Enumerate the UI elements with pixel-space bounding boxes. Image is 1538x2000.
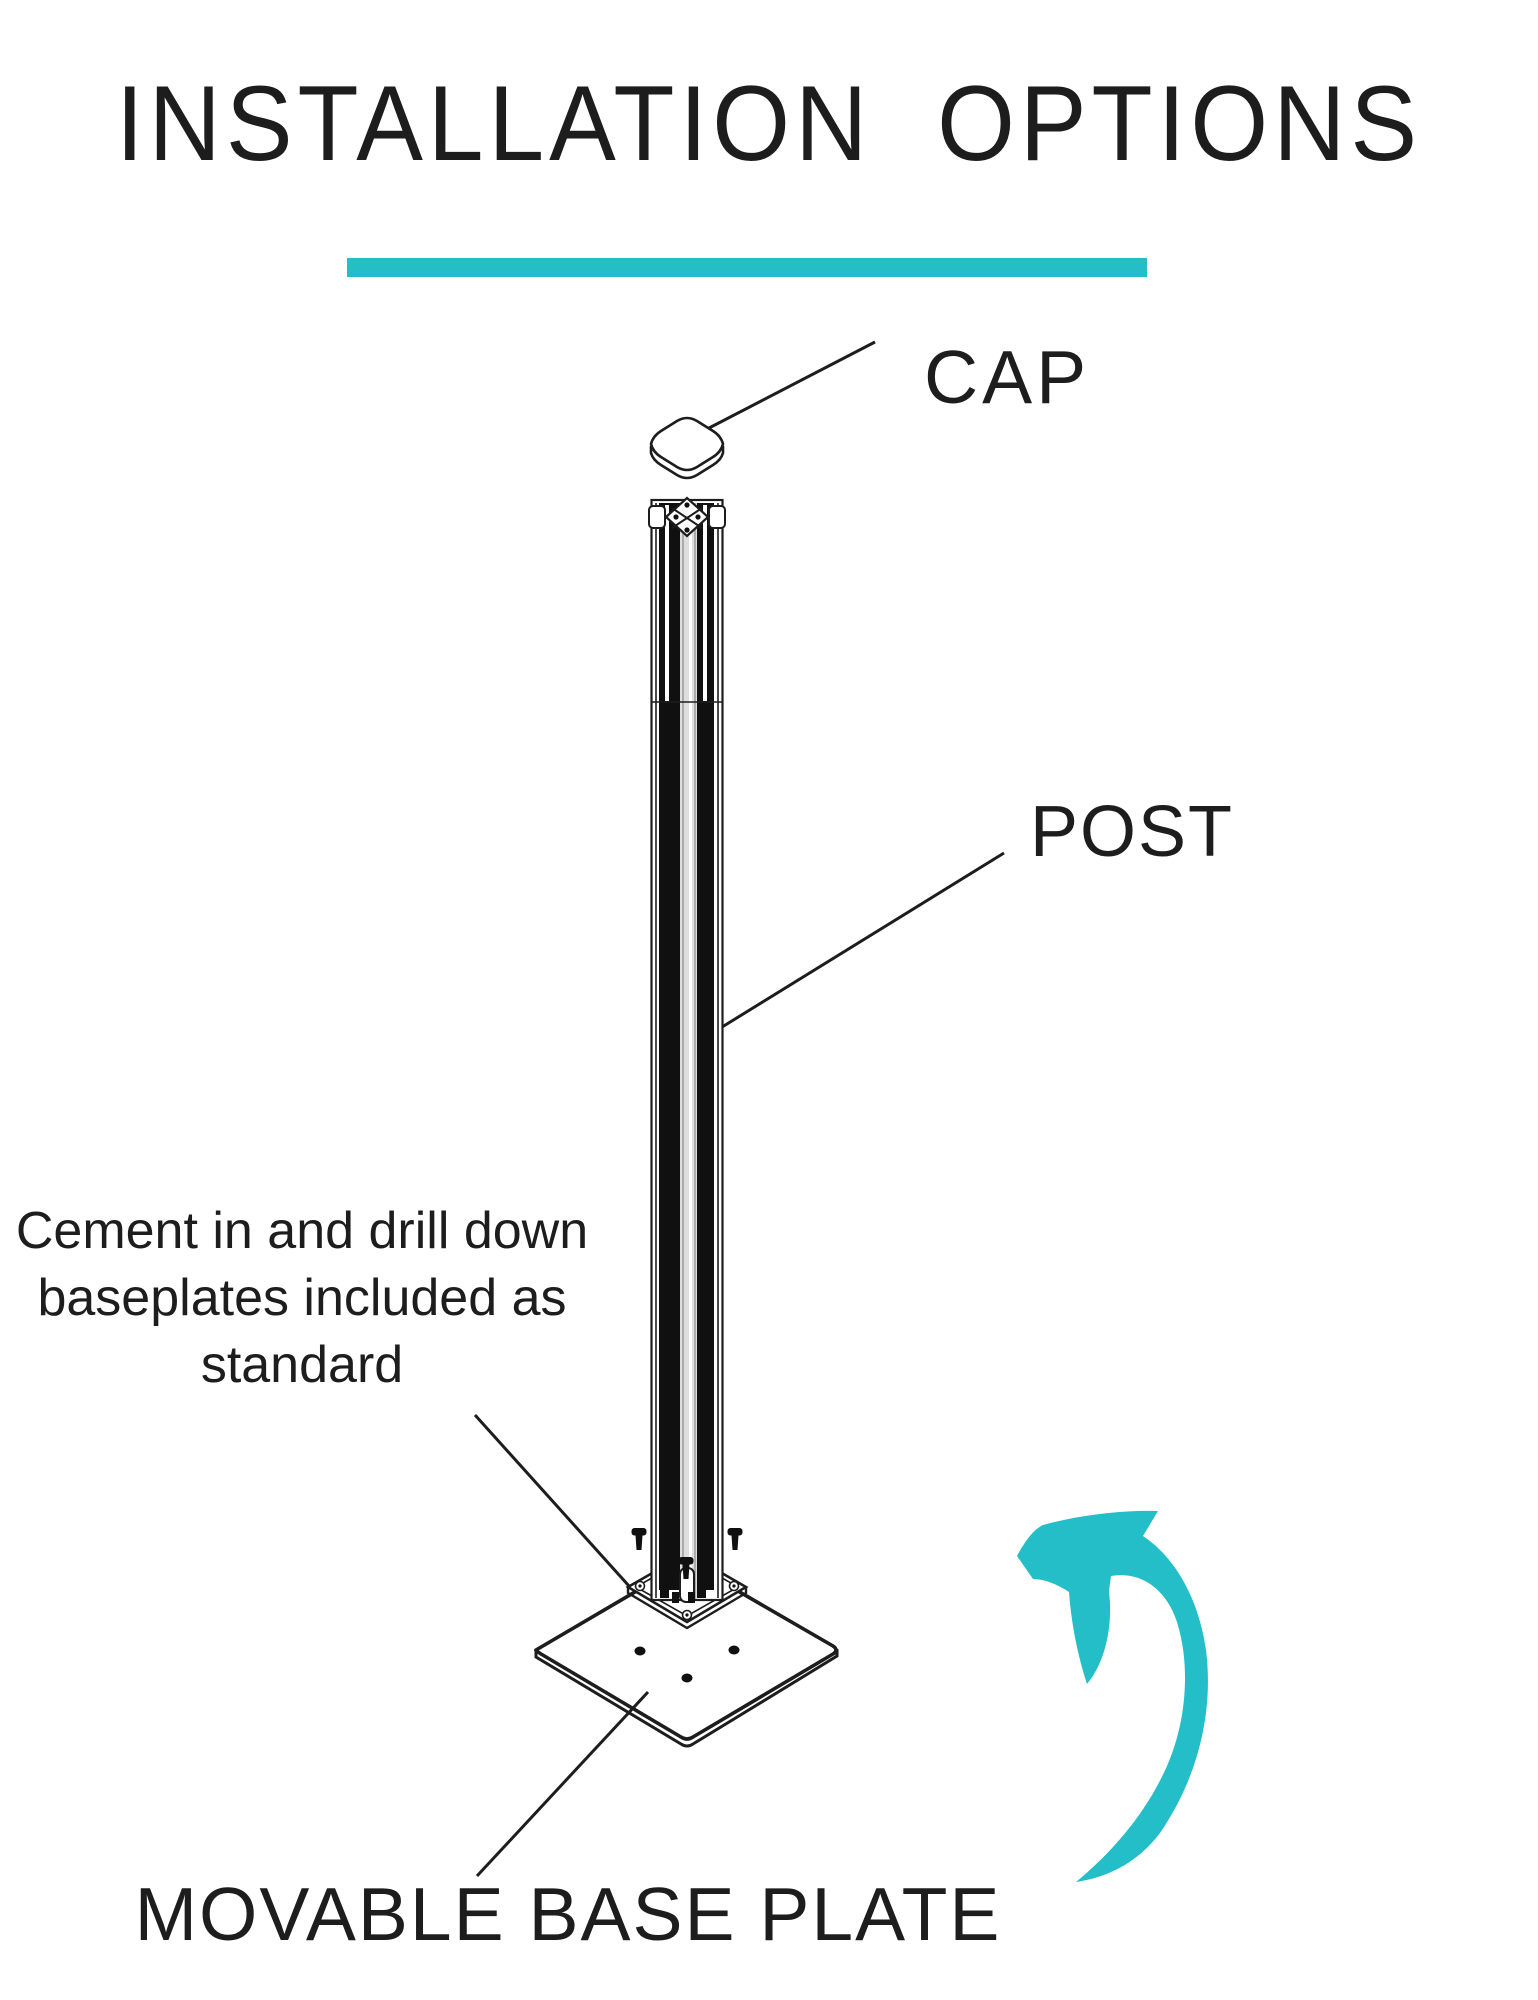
leader-line-base-plate	[477, 1692, 648, 1876]
baseplate-note	[2, 1198, 602, 1399]
page-title: INSTALLATION OPTIONS	[115, 63, 1423, 184]
anchor-bolt	[632, 1528, 647, 1550]
plate-hole	[729, 1646, 740, 1655]
anchor-bolt	[728, 1528, 743, 1550]
leader-line-note	[475, 1415, 629, 1586]
plate-hole	[682, 1674, 693, 1683]
note-line: standard	[200, 1336, 404, 1394]
post-drawing	[649, 498, 725, 1603]
plate-hole	[635, 1647, 646, 1656]
note-line: Cement in and drill down	[15, 1202, 589, 1260]
leader-line-cap	[682, 342, 875, 442]
cap-label: CAP	[924, 335, 1091, 419]
base-plate-label: MOVABLE BASE PLATE	[134, 1872, 1002, 1956]
curved-arrow-icon	[1017, 1511, 1208, 1882]
note-line: baseplates included as	[37, 1269, 567, 1327]
leader-line-post	[714, 853, 1004, 1032]
post-label: POST	[1030, 792, 1235, 872]
